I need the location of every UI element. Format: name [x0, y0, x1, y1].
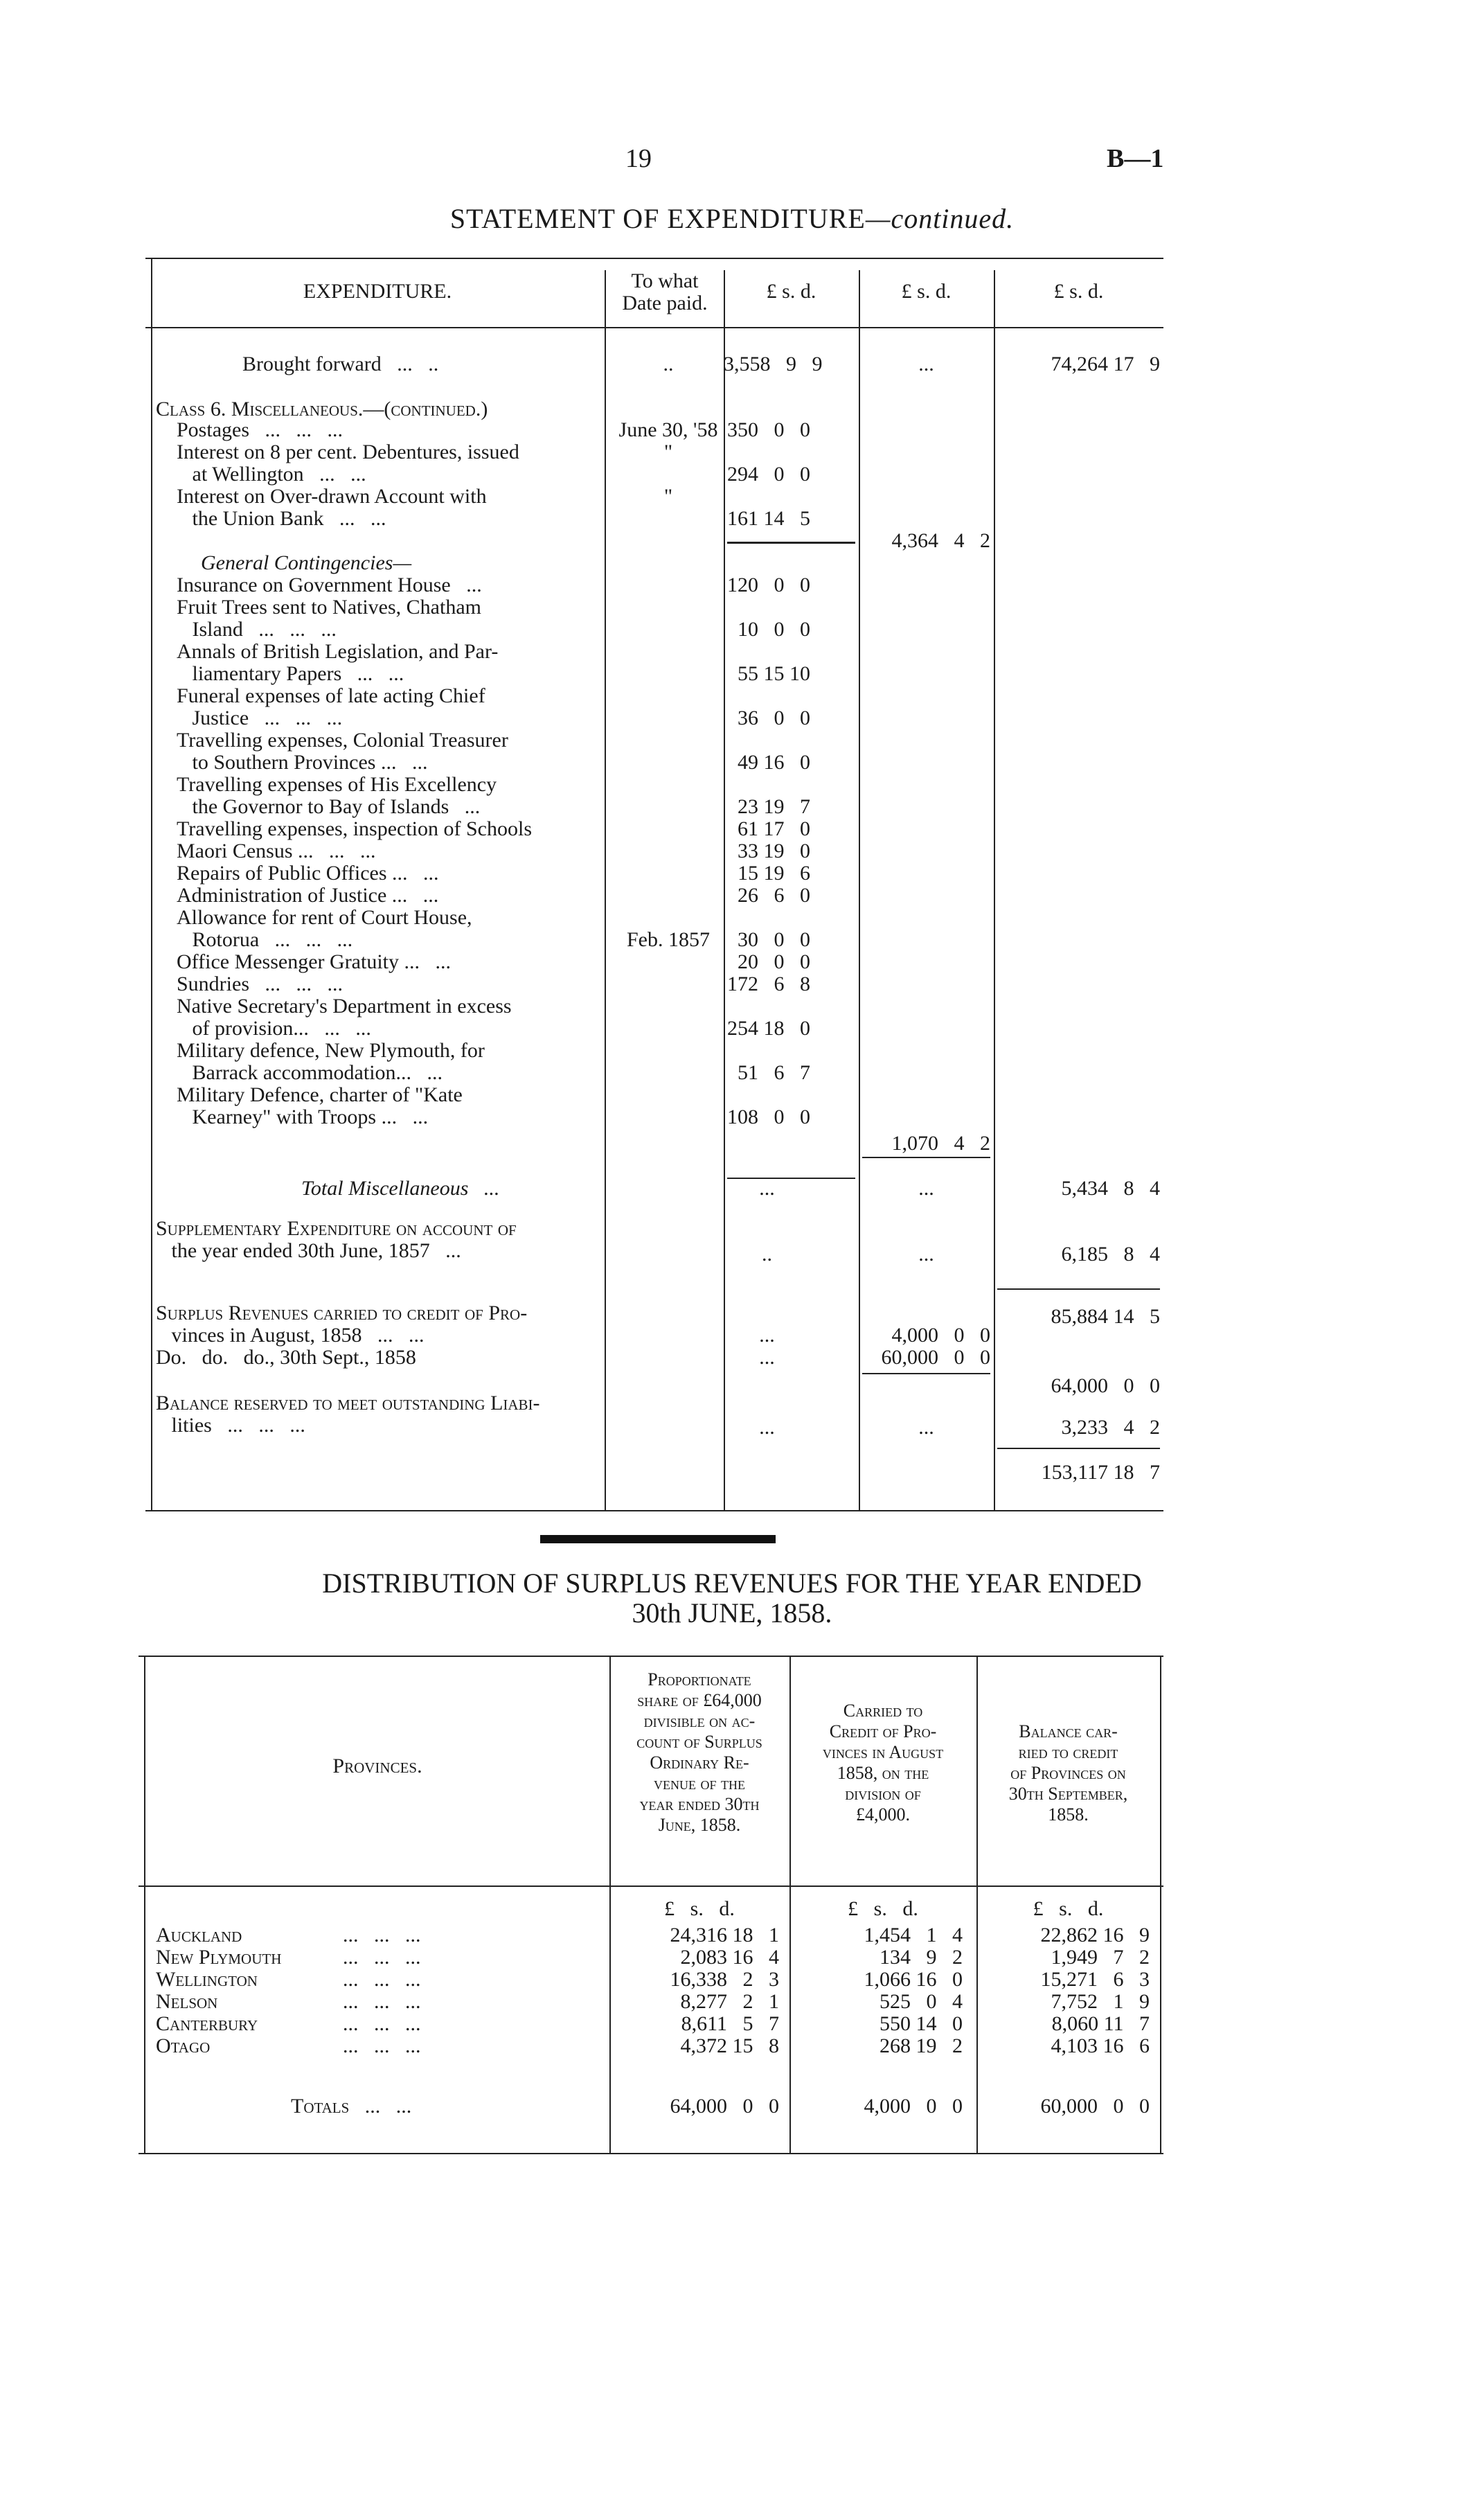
row-b-14-line-1: Barrack accommodation... ... — [177, 1061, 443, 1084]
dist-header-col3-line-3: 30th September, — [1008, 1784, 1128, 1804]
row-b-9-line-0: Administration of Justice ... ... — [177, 884, 439, 907]
c3-divider — [994, 270, 995, 1510]
surplus-c1b: ... — [759, 1346, 775, 1369]
header-lsd-2: £ s. d. — [901, 280, 952, 303]
row-a-2-line-1: the Union Bank ... ... — [177, 507, 386, 530]
balance-c2: ... — [918, 1416, 934, 1439]
row-a-2-date: " — [663, 485, 673, 508]
dist-left-border — [144, 1656, 145, 2153]
surplus-c2b: 60,000 0 0 — [881, 1346, 990, 1369]
dist-row-0-dots: ... ... ... — [343, 1924, 421, 1946]
table-bottom-rule — [145, 1510, 1163, 1511]
row-b-14-amount: 51 6 7 — [738, 1061, 810, 1084]
dist-header-col1-line-0: Proportionate — [648, 1669, 751, 1689]
row-b-13-line-0: Native Secretary's Department in excess — [177, 995, 512, 1018]
dist-row-3-c3: 7,752 1 9 — [1051, 1990, 1150, 2013]
row-b-8-amount: 15 19 6 — [738, 862, 810, 885]
dist-row-4-dots: ... ... ... — [343, 2012, 421, 2035]
row-a-0-line-0: Postages ... ... ... — [177, 418, 343, 441]
subtotal-c-rule — [997, 1288, 1160, 1290]
brought-forward-c1: 3,558 9 9 — [724, 353, 823, 375]
dist-header-col3-line-4: 1858. — [1048, 1804, 1089, 1825]
c2-divider — [859, 270, 860, 1510]
row-a-0-date: June 30, '58 — [618, 418, 718, 441]
row-b-15-line-0: Military Defence, charter of "Kate — [177, 1083, 463, 1106]
dist-row-2-dots: ... ... ... — [343, 1968, 421, 1991]
dist-header-col1-line-2: divisible on ac- — [643, 1711, 756, 1731]
dist-row-3-c2: 525 0 4 — [880, 1990, 963, 2013]
row-b-5-line-1: the Governor to Bay of Islands ... — [177, 795, 481, 818]
row-b-6-amount: 61 17 0 — [738, 817, 810, 840]
dist-header-col2-line-4: division of — [845, 1784, 921, 1804]
header-rule — [145, 327, 1163, 328]
header-lsd-3: £ s. d. — [1053, 280, 1104, 303]
subtotal-b-rule — [862, 1157, 990, 1158]
dist-bottom-rule — [139, 2153, 1163, 2154]
dist-row-1-c1: 2,083 16 4 — [680, 1946, 779, 1969]
brought-forward-c3: 74,264 17 9 — [1051, 353, 1160, 375]
supplementary-c1: .. — [762, 1243, 772, 1266]
dist-header-col3-line-1: ried to credit — [1018, 1742, 1118, 1762]
dist-row-5-c3: 4,103 16 6 — [1051, 2034, 1150, 2057]
statement-title — [0, 202, 1464, 235]
dist-totals-c1: 64,000 0 0 — [670, 2095, 779, 2118]
grand-total-rule — [997, 1448, 1160, 1449]
row-b-0-amount: 120 0 0 — [727, 574, 810, 596]
dist-header-col2 — [793, 1701, 973, 1825]
row-b-2-amount: 55 15 10 — [738, 662, 810, 685]
table-top-rule — [145, 258, 1163, 259]
surplus-c3: 64,000 0 0 — [1051, 1374, 1160, 1397]
dist-header-col1-line-5: venue of the — [654, 1773, 745, 1793]
statement-title-suffix: —continued. — [865, 203, 1015, 234]
dist-header-col2-line-3: 1858, on the — [837, 1763, 929, 1783]
dist-row-4-province: Canterbury — [156, 2012, 258, 2035]
row-b-11-amount: 20 0 0 — [738, 950, 810, 973]
dist-header-col2-line-1: Credit of Pro- — [829, 1721, 937, 1741]
supplementary-c2: ... — [918, 1243, 934, 1266]
row-b-6-line-0: Travelling expenses, inspection of Schools — [177, 817, 533, 840]
row-b-7-amount: 33 19 0 — [738, 840, 810, 862]
dist-totals-label: Totals ... ... — [291, 2095, 412, 2118]
surplus-line-2: vinces in August, 1858 ... ... — [156, 1324, 425, 1347]
dist-lsd-1: £ s. d. — [664, 1897, 735, 1920]
header-lsd-1: £ s. d. — [766, 280, 816, 303]
dist-totals-c2: 4,000 0 0 — [864, 2095, 963, 2118]
dist-header-col3-line-2: of Provinces on — [1010, 1763, 1126, 1783]
surplus-c1a: ... — [759, 1324, 775, 1347]
row-b-4-line-1: to Southern Provinces ... ... — [177, 751, 428, 774]
brought-forward-date: .. — [663, 353, 674, 375]
total-misc-c3: 5,434 8 4 — [1061, 1177, 1160, 1200]
dist-header-col2-line-2: vinces in August — [822, 1742, 944, 1762]
balance-c1: ... — [759, 1416, 775, 1439]
row-a-2-line-0: Interest on Over-drawn Account with — [177, 485, 487, 508]
dist-row-0-c1: 24,316 18 1 — [670, 1924, 779, 1946]
supplementary-line-1: Supplementary Expenditure on account of — [156, 1217, 517, 1240]
dist-row-3-province: Nelson — [156, 1990, 218, 2013]
row-b-3-line-1: Justice ... ... ... — [177, 707, 343, 729]
row-b-12-amount: 172 6 8 — [727, 973, 810, 995]
grand-total: 153,117 18 7 — [1041, 1461, 1160, 1484]
row-b-5-line-0: Travelling expenses of His Excellency — [177, 773, 497, 796]
dist-row-0-c3: 22,862 16 9 — [1040, 1924, 1150, 1946]
dist-header-col3-line-0: Balance car- — [1019, 1721, 1118, 1741]
dist-row-3-c1: 8,277 2 1 — [680, 1990, 779, 2013]
row-b-1-line-0: Fruit Trees sent to Natives, Chatham — [177, 596, 481, 619]
supplementary-c3: 6,185 8 4 — [1061, 1243, 1160, 1266]
dist-header-col2-line-5: £4,000. — [856, 1804, 910, 1825]
row-b-10-line-0: Allowance for rent of Court House, — [177, 906, 472, 929]
contingencies-heading: General Contingencies— — [201, 551, 412, 574]
distribution-title-line-2: 30th JUNE, 1858. — [632, 1597, 832, 1629]
dist-header-provinces: Provinces. — [332, 1755, 422, 1777]
row-b-15-line-1: Kearney" with Troops ... ... — [177, 1106, 429, 1128]
dist-row-5-dots: ... ... ... — [343, 2034, 421, 2057]
dist-row-4-c1: 8,611 5 7 — [681, 2012, 779, 2035]
total-misc-label: Total Miscellaneous ... — [301, 1177, 500, 1200]
dist-totals-c3: 60,000 0 0 — [1040, 2095, 1150, 2118]
dist-col1-divider — [609, 1656, 611, 2153]
dist-row-2-c1: 16,338 2 3 — [670, 1968, 779, 1991]
dist-header-col1 — [613, 1669, 786, 1836]
dist-row-1-c2: 134 9 2 — [880, 1946, 963, 1969]
row-b-10-line-1: Rotorua ... ... ... — [177, 928, 353, 951]
dist-header-rule — [139, 1885, 1163, 1887]
dist-col3-divider — [976, 1656, 978, 2153]
row-b-10-date: Feb. 1857 — [627, 928, 710, 951]
row-b-2-line-1: liamentary Papers ... ... — [177, 662, 404, 685]
subtotal-b: 1,070 4 2 — [891, 1132, 990, 1155]
balance-line-1: Balance reserved to meet outstanding Liabi- — [156, 1392, 540, 1414]
balance-c3: 3,233 4 2 — [1061, 1416, 1160, 1439]
dist-row-2-c3: 15,271 6 3 — [1040, 1968, 1150, 1991]
dist-row-4-c3: 8,060 11 7 — [1051, 2012, 1150, 2035]
row-b-9-amount: 26 6 0 — [738, 884, 810, 907]
page-number: 19 — [625, 144, 652, 173]
row-b-14-line-0: Military defence, New Plymouth, for — [177, 1039, 485, 1062]
subtotal-c: 85,884 14 5 — [1051, 1305, 1160, 1328]
distribution-title-line-1: DISTRIBUTION OF SURPLUS REVENUES FOR THE YEAR ENDED — [322, 1568, 1142, 1599]
row-b-0-line-0: Insurance on Government House ... — [177, 574, 482, 596]
row-b-15-amount: 108 0 0 — [727, 1106, 810, 1128]
dist-col2-divider — [789, 1656, 791, 2153]
statement-title-main: STATEMENT OF EXPENDITURE — [449, 203, 866, 234]
row-b-5-amount: 23 19 7 — [738, 795, 810, 818]
dist-header-col3 — [980, 1721, 1157, 1825]
page-reference: B—1 — [1107, 144, 1164, 173]
row-b-3-line-0: Funeral expenses of late acting Chief — [177, 684, 485, 707]
dist-row-3-dots: ... ... ... — [343, 1990, 421, 2013]
dist-header-col1-line-7: June, 1858. — [658, 1815, 741, 1835]
row-b-13-line-1: of provision... ... ... — [177, 1017, 371, 1040]
surplus-c2a: 4,000 0 0 — [891, 1324, 990, 1347]
dist-row-0-c2: 1,454 1 4 — [864, 1924, 963, 1946]
dist-row-5-c1: 4,372 15 8 — [680, 2034, 779, 2057]
dist-lsd-2: £ s. d. — [848, 1897, 918, 1920]
left-border — [151, 258, 152, 1511]
dist-header-col1-line-1: share of £64,000 — [637, 1690, 762, 1710]
row-b-11-line-0: Office Messenger Gratuity ... ... — [177, 950, 452, 973]
header-expenditure: EXPENDITURE. — [303, 280, 452, 303]
section-separator — [540, 1535, 776, 1543]
dist-row-5-c2: 268 19 2 — [880, 2034, 963, 2057]
header-date: To what Date paid. — [622, 269, 708, 314]
brought-forward-label: Brought forward ... .. — [242, 353, 439, 375]
subtotal-a: 4,364 4 2 — [891, 529, 990, 552]
row-a-2-amount: 161 14 5 — [727, 507, 810, 530]
row-a-1-amount: 294 0 0 — [727, 463, 810, 486]
dist-header-col1-line-6: year ended 30th — [639, 1794, 760, 1814]
supplementary-line-2: the year ended 30th June, 1857 ... — [156, 1239, 461, 1262]
surplus-line-1: Surplus Revenues carried to credit of Pro- — [156, 1302, 528, 1324]
subtotal-a-rule — [727, 542, 855, 544]
dist-row-1-dots: ... ... ... — [343, 1946, 421, 1969]
dist-row-4-c2: 550 14 0 — [880, 2012, 963, 2035]
surplus-line-3: Do. do. do., 30th Sept., 1858 — [156, 1346, 416, 1369]
row-b-13-amount: 254 18 0 — [727, 1017, 810, 1040]
row-b-8-line-0: Repairs of Public Offices ... ... — [177, 862, 439, 885]
dist-header-col1-line-4: Ordinary Re- — [650, 1753, 749, 1773]
row-b-7-line-0: Maori Census ... ... ... — [177, 840, 376, 862]
row-a-1-line-1: at Wellington ... ... — [177, 463, 366, 486]
dist-row-2-province: Wellington — [156, 1968, 258, 1991]
dist-row-1-province: New Plymouth — [156, 1946, 282, 1969]
total-misc-c2: ... — [918, 1177, 934, 1200]
total-misc-c1: ... — [759, 1177, 775, 1200]
dist-header-col2-line-0: Carried to — [843, 1701, 923, 1721]
surplus-rule — [862, 1373, 990, 1374]
row-b-1-line-1: Island ... ... ... — [177, 618, 337, 641]
balance-line-2: lities ... ... ... — [156, 1414, 305, 1437]
row-b-10-amount: 30 0 0 — [738, 928, 810, 951]
row-b-4-line-0: Travelling expenses, Colonial Treasurer — [177, 729, 508, 752]
row-b-12-line-0: Sundries ... ... ... — [177, 973, 343, 995]
row-b-2-line-0: Annals of British Legislation, and Par- — [177, 640, 499, 663]
row-b-3-amount: 36 0 0 — [738, 707, 810, 729]
class-heading: Class 6. Miscellaneous.—(continued.) — [156, 398, 488, 420]
dist-row-1-c3: 1,949 7 2 — [1051, 1946, 1150, 1969]
brought-forward-c2: ... — [918, 353, 934, 375]
dist-right-border — [1160, 1656, 1161, 2153]
dist-row-0-province: Auckland — [156, 1924, 242, 1946]
row-b-4-amount: 49 16 0 — [738, 751, 810, 774]
row-a-1-date: " — [663, 441, 673, 463]
dist-top-rule — [139, 1656, 1163, 1657]
row-a-1-line-0: Interest on 8 per cent. Debentures, issued — [177, 441, 519, 463]
dist-row-2-c2: 1,066 16 0 — [864, 1968, 963, 1991]
row-a-0-amount: 350 0 0 — [727, 418, 810, 441]
row-b-1-amount: 10 0 0 — [738, 618, 810, 641]
dist-header-col1-line-3: count of Surplus — [636, 1732, 762, 1752]
dist-lsd-3: £ s. d. — [1033, 1897, 1104, 1920]
dist-row-5-province: Otago — [156, 2034, 211, 2057]
